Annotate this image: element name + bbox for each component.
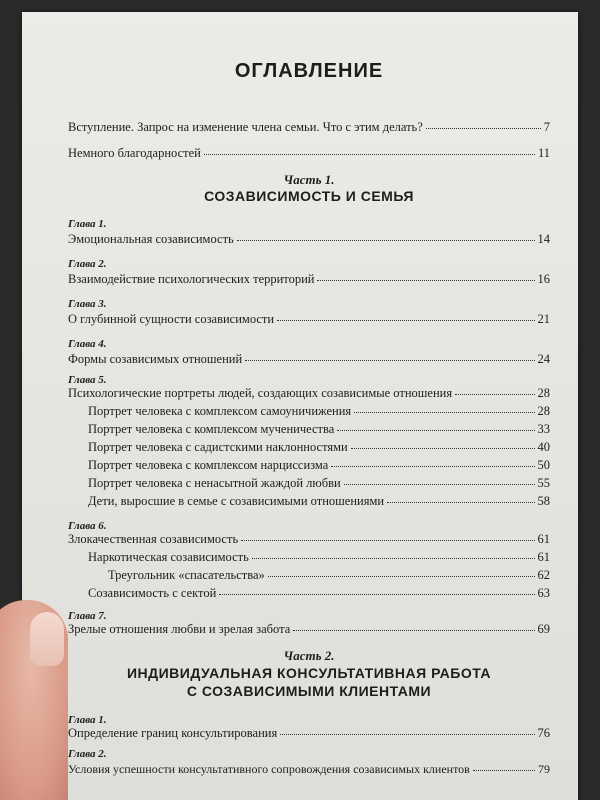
dot-leader — [245, 360, 534, 361]
dot-leader — [344, 484, 535, 485]
toc-page-number: 33 — [537, 422, 550, 436]
part1-title: СОЗАВИСИМОСТЬ И СЕМЬЯ — [204, 188, 414, 204]
toc-entry — [68, 312, 550, 327]
toc-subentry — [88, 440, 550, 455]
toc-subentry — [88, 404, 550, 419]
toc-entry-text: Портрет человека с комплексом нарциссизма — [88, 458, 329, 472]
toc-entry-text: Формы созависимых отношений — [68, 352, 243, 366]
toc-page-number: 24 — [537, 352, 550, 366]
part2-title-line1: ИНДИВИДУАЛЬНАЯ КОНСУЛЬТАТИВНАЯ РАБОТА — [126, 665, 492, 681]
toc-entry — [68, 272, 550, 287]
toc-page-number: 55 — [537, 476, 550, 490]
dot-leader — [277, 320, 534, 321]
dot-leader — [337, 430, 534, 431]
toc-entry-text: Наркотическая созависимость — [88, 550, 249, 564]
chapter-label: Глава 2. — [68, 258, 107, 270]
dot-leader — [241, 540, 534, 541]
toc-entry-thanks — [68, 146, 550, 161]
dot-leader — [351, 448, 535, 449]
toc-entry — [68, 622, 550, 637]
toc-entry-text: Треугольник «спасательства» — [108, 568, 265, 582]
toc-page-number: 50 — [537, 458, 550, 472]
toc-subentry — [88, 494, 550, 509]
toc-page-number: 11 — [537, 146, 550, 160]
toc-entry-text: Условия успешности консультативного сопровождения созависимых клиентов — [68, 762, 470, 776]
toc-entry-text: Зрелые отношения любви и зрелая забота — [68, 622, 291, 636]
toc-page-number: 28 — [537, 404, 550, 418]
dot-leader — [293, 630, 534, 631]
toc-page-number: 61 — [537, 550, 550, 564]
toc-entry-text: Психологические портреты людей, создающих созависимые отношения — [68, 386, 453, 400]
dot-leader — [473, 770, 535, 771]
chapter-label: Глава 1. — [68, 218, 107, 230]
dot-leader — [268, 576, 535, 577]
toc-entry-text: Немного благодарностей — [68, 146, 201, 160]
toc-page-number: 76 — [537, 726, 550, 740]
chapter-label: Глава 3. — [68, 298, 107, 310]
toc-page-number: 14 — [537, 232, 550, 246]
toc-entry-text: Дети, выросшие в семье с созависимыми отношениями — [88, 494, 385, 508]
chapter-label: Глава 2. — [68, 748, 107, 760]
dot-leader — [317, 280, 534, 281]
toc-page-number: 62 — [537, 568, 550, 582]
dot-leader — [455, 394, 534, 395]
toc-entry — [68, 762, 550, 777]
chapter-label: Глава 6. — [68, 520, 107, 532]
dot-leader — [280, 734, 534, 735]
toc-subentry — [88, 458, 550, 473]
dot-leader — [354, 412, 534, 413]
toc-entry-text: Вступление. Запрос на изменение члена семьи. Что с этим делать? — [68, 120, 423, 134]
dot-leader — [219, 594, 534, 595]
toc-page-number: 58 — [537, 494, 550, 508]
toc-subentry — [88, 422, 550, 437]
part2-label: Часть 2. — [283, 648, 335, 663]
toc-subentry — [108, 568, 550, 583]
dot-leader — [426, 128, 541, 129]
toc-entry-text: Созависимость с сектой — [88, 586, 217, 600]
part2-title-line2: С СОЗАВИСИМЫМИ КЛИЕНТАМИ — [186, 683, 432, 699]
toc-entry — [68, 232, 550, 247]
toc-subentry — [88, 476, 550, 491]
toc-subentry — [88, 550, 550, 565]
toc-entry-intro — [68, 120, 550, 135]
chapter-label: Глава 5. — [68, 374, 107, 386]
toc-entry-text: Портрет человека с ненасытной жаждой любви — [88, 476, 341, 490]
chapter-label: Глава 7. — [68, 610, 107, 622]
toc-entry-text: Взаимодействие психологических территорий — [68, 272, 315, 286]
toc-entry-text: Эмоциональная созависимость — [68, 232, 234, 246]
toc-page-number: 21 — [537, 312, 550, 326]
chapter-label: Глава 1. — [68, 714, 107, 726]
page-title: ОГЛАВЛЕНИЕ — [234, 60, 384, 82]
dot-leader — [331, 466, 534, 467]
toc-entry-text: Портрет человека с комплексом мученичества — [88, 422, 335, 436]
book-page — [22, 12, 578, 800]
dot-leader — [387, 502, 534, 503]
toc-entry-text: Определение границ консультирования — [68, 726, 278, 740]
dot-leader — [237, 240, 535, 241]
toc-entry-text: Портрет человека с комплексом самоуничижения — [88, 404, 352, 418]
toc-entry-text: О глубинной сущности созависимости — [68, 312, 275, 326]
toc-page-number: 69 — [537, 622, 550, 636]
toc-subentry — [88, 586, 550, 601]
dot-leader — [252, 558, 535, 559]
toc-entry-text: Портрет человека с садистскими наклонностями — [88, 440, 348, 454]
toc-entry — [68, 726, 550, 741]
fingernail — [30, 612, 64, 666]
toc-entry-text: Злокачественная созависимость — [68, 532, 239, 546]
toc-page-number: 7 — [543, 120, 550, 134]
part1-label: Часть 1. — [283, 172, 335, 187]
dot-leader — [204, 154, 535, 155]
toc-entry — [68, 532, 550, 547]
toc-page-number: 79 — [538, 762, 550, 776]
toc-page-number: 16 — [537, 272, 550, 286]
chapter-label: Глава 4. — [68, 338, 107, 350]
toc-entry — [68, 352, 550, 367]
toc-page-number: 61 — [537, 532, 550, 546]
toc-page-number: 63 — [537, 586, 550, 600]
toc-entry — [68, 386, 550, 401]
toc-page-number: 40 — [537, 440, 550, 454]
toc-page-number: 28 — [537, 386, 550, 400]
